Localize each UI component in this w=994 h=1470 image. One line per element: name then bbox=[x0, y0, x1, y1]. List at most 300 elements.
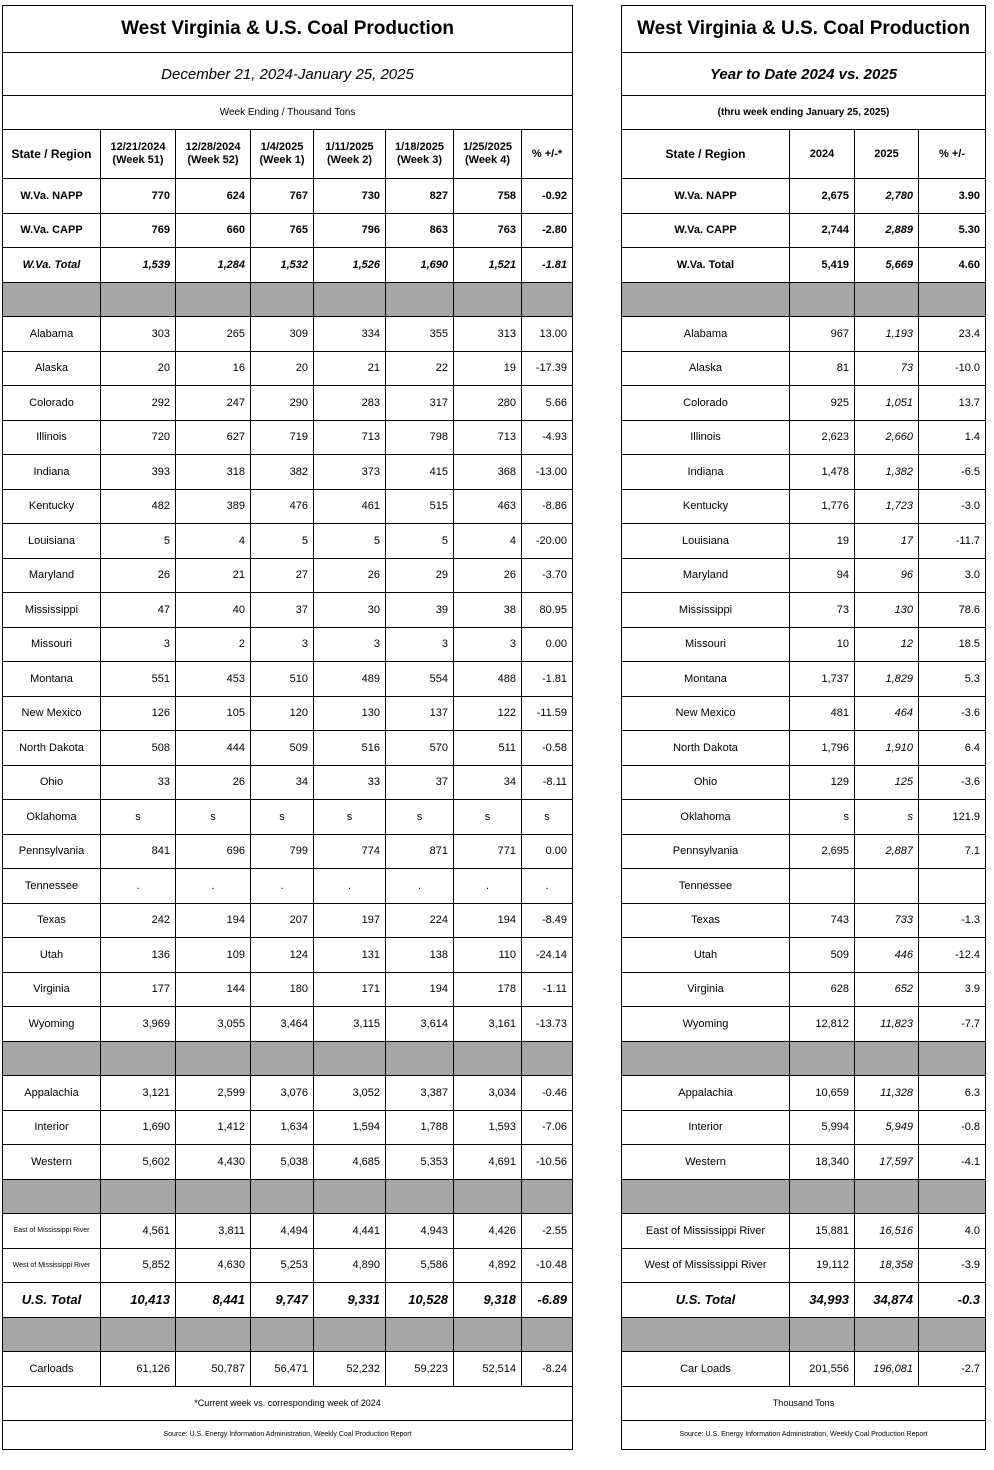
cell-value: 334 bbox=[314, 317, 386, 352]
cell-value: -7.7 bbox=[919, 1007, 986, 1042]
cell-value: -13.00 bbox=[522, 455, 573, 490]
cell-value: s bbox=[790, 800, 855, 835]
cell-value: 481 bbox=[790, 696, 855, 731]
cell-value bbox=[790, 869, 855, 904]
cell-value: 110 bbox=[454, 938, 522, 973]
cell-value: 4 bbox=[454, 524, 522, 559]
cell-value: 5,419 bbox=[790, 248, 855, 283]
cell-value: 309 bbox=[251, 317, 314, 352]
cell-value: 34 bbox=[454, 765, 522, 800]
cell-value: -3.6 bbox=[919, 765, 986, 800]
cell-value: 624 bbox=[176, 179, 251, 214]
cell-value: 554 bbox=[386, 662, 454, 697]
table-row bbox=[3, 972, 573, 1007]
table-row bbox=[3, 420, 573, 455]
table-row bbox=[622, 420, 986, 455]
cell-value: 52,514 bbox=[454, 1352, 522, 1387]
cell-value: 767 bbox=[251, 179, 314, 214]
cell-value: 17,597 bbox=[855, 1145, 919, 1180]
row-label: Pennsylvania bbox=[622, 834, 790, 869]
cell-value: 6.3 bbox=[919, 1076, 986, 1111]
cell-value: 511 bbox=[454, 731, 522, 766]
cell-value: 3,614 bbox=[386, 1007, 454, 1042]
cell-value: 515 bbox=[386, 489, 454, 524]
cell-value: 799 bbox=[251, 834, 314, 869]
cell-value: 1,910 bbox=[855, 731, 919, 766]
table-row bbox=[3, 1007, 573, 1042]
cell-value: 1,526 bbox=[314, 248, 386, 283]
cell-value: 482 bbox=[101, 489, 176, 524]
cell-value: 967 bbox=[790, 317, 855, 352]
cell-value: 136 bbox=[101, 938, 176, 973]
cell-value: 3,076 bbox=[251, 1076, 314, 1111]
cell-value: 509 bbox=[251, 731, 314, 766]
cell-value: 415 bbox=[386, 455, 454, 490]
column-header: 1/4/2025 (Week 1) bbox=[251, 130, 314, 179]
cell-value: -4.93 bbox=[522, 420, 573, 455]
cell-value: 3 bbox=[251, 627, 314, 662]
cell-value: 4,892 bbox=[454, 1248, 522, 1283]
row-label: Interior bbox=[622, 1110, 790, 1145]
table-row bbox=[622, 1145, 986, 1180]
cell-value: 283 bbox=[314, 386, 386, 421]
row-label: Alaska bbox=[3, 351, 101, 386]
cell-value: 3,969 bbox=[101, 1007, 176, 1042]
cell-value: 758 bbox=[454, 179, 522, 214]
row-label: East of Mississippi River bbox=[3, 1214, 101, 1249]
cell-value: -4.1 bbox=[919, 1145, 986, 1180]
ytd-period-note: (thru week ending January 25, 2025) bbox=[622, 96, 986, 130]
cell-value: 2,675 bbox=[790, 179, 855, 214]
table-row bbox=[3, 765, 573, 800]
cell-value: 61,126 bbox=[101, 1352, 176, 1387]
ytd-table-title: West Virginia & U.S. Coal Production bbox=[622, 6, 986, 53]
table-row bbox=[3, 386, 573, 421]
row-label: Virginia bbox=[622, 972, 790, 1007]
table-row bbox=[3, 938, 573, 973]
cell-value: 2,887 bbox=[855, 834, 919, 869]
row-label: Montana bbox=[3, 662, 101, 697]
cell-value: 4,441 bbox=[314, 1214, 386, 1249]
cell-value: -0.46 bbox=[522, 1076, 573, 1111]
table-row bbox=[622, 455, 986, 490]
cell-value: 730 bbox=[314, 179, 386, 214]
row-label: Western bbox=[622, 1145, 790, 1180]
cell-value: 3.9 bbox=[919, 972, 986, 1007]
cell-value: -8.24 bbox=[522, 1352, 573, 1387]
table-row bbox=[3, 834, 573, 869]
cell-value: 6.4 bbox=[919, 731, 986, 766]
cell-value: 763 bbox=[454, 213, 522, 248]
cell-value: 22 bbox=[386, 351, 454, 386]
cell-value: 4,890 bbox=[314, 1248, 386, 1283]
cell-value: 224 bbox=[386, 903, 454, 938]
table-row bbox=[3, 455, 573, 490]
cell-value: 355 bbox=[386, 317, 454, 352]
row-label: Louisiana bbox=[3, 524, 101, 559]
cell-value: 1,690 bbox=[101, 1110, 176, 1145]
cell-value: 4,630 bbox=[176, 1248, 251, 1283]
cell-value: 125 bbox=[855, 765, 919, 800]
row-label: W.Va. CAPP bbox=[622, 213, 790, 248]
cell-value: 12,812 bbox=[790, 1007, 855, 1042]
table-row bbox=[622, 765, 986, 800]
cell-value: 713 bbox=[314, 420, 386, 455]
cell-value: 1,723 bbox=[855, 489, 919, 524]
row-label: Oklahoma bbox=[3, 800, 101, 835]
cell-value: 4,426 bbox=[454, 1214, 522, 1249]
table-row bbox=[3, 731, 573, 766]
table-row bbox=[3, 179, 573, 214]
row-label: W.Va. Total bbox=[622, 248, 790, 283]
cell-value: 5,994 bbox=[790, 1110, 855, 1145]
row-label: Illinois bbox=[3, 420, 101, 455]
cell-value: 5,586 bbox=[386, 1248, 454, 1283]
cell-value: . bbox=[176, 869, 251, 904]
cell-value: 247 bbox=[176, 386, 251, 421]
cell-value: 1,412 bbox=[176, 1110, 251, 1145]
ytd-source: Source: U.S. Energy Information Administration, Weekly Coal Production Report bbox=[622, 1420, 986, 1449]
cell-value: 5,038 bbox=[251, 1145, 314, 1180]
table-row bbox=[622, 1110, 986, 1145]
cell-value: 120 bbox=[251, 696, 314, 731]
cell-value: 9,318 bbox=[454, 1283, 522, 1318]
cell-value: 94 bbox=[790, 558, 855, 593]
table-row bbox=[622, 248, 986, 283]
cell-value: 1,594 bbox=[314, 1110, 386, 1145]
separator-row bbox=[622, 282, 986, 317]
us-total-row bbox=[3, 1283, 573, 1318]
row-label: Mississippi bbox=[622, 593, 790, 628]
cell-value: 73 bbox=[790, 593, 855, 628]
cell-value: 1,788 bbox=[386, 1110, 454, 1145]
cell-value: 373 bbox=[314, 455, 386, 490]
cell-value: . bbox=[522, 869, 573, 904]
cell-value: 18,358 bbox=[855, 1248, 919, 1283]
row-label: Ohio bbox=[622, 765, 790, 800]
cell-value: 444 bbox=[176, 731, 251, 766]
cell-value: 0.00 bbox=[522, 834, 573, 869]
column-header: State / Region bbox=[622, 130, 790, 179]
cell-value: 5,669 bbox=[855, 248, 919, 283]
weekly-date-range: December 21, 2024-January 25, 2025 bbox=[3, 53, 573, 96]
row-label: Kentucky bbox=[3, 489, 101, 524]
column-header: 2024 bbox=[790, 130, 855, 179]
column-header: State / Region bbox=[3, 130, 101, 179]
cell-value: 2,660 bbox=[855, 420, 919, 455]
cell-value: 1,521 bbox=[454, 248, 522, 283]
row-label: Montana bbox=[622, 662, 790, 697]
cell-value: 774 bbox=[314, 834, 386, 869]
row-label: Oklahoma bbox=[622, 800, 790, 835]
table-row bbox=[622, 1214, 986, 1249]
cell-value: 4,494 bbox=[251, 1214, 314, 1249]
cell-value: 476 bbox=[251, 489, 314, 524]
table-row bbox=[622, 869, 986, 904]
cell-value: -3.0 bbox=[919, 489, 986, 524]
cell-value: 178 bbox=[454, 972, 522, 1007]
cell-value: 464 bbox=[855, 696, 919, 731]
row-label: W.Va. NAPP bbox=[3, 179, 101, 214]
table-row bbox=[622, 972, 986, 1007]
cell-value: 11,823 bbox=[855, 1007, 919, 1042]
cell-value: -11.7 bbox=[919, 524, 986, 559]
cell-value: 207 bbox=[251, 903, 314, 938]
cell-value: 126 bbox=[101, 696, 176, 731]
row-label: Missouri bbox=[622, 627, 790, 662]
cell-value: 3,055 bbox=[176, 1007, 251, 1042]
cell-value: 130 bbox=[314, 696, 386, 731]
row-label: Alabama bbox=[3, 317, 101, 352]
cell-value: 33 bbox=[314, 765, 386, 800]
cell-value: 628 bbox=[790, 972, 855, 1007]
cell-value: 3,464 bbox=[251, 1007, 314, 1042]
cell-value: 796 bbox=[314, 213, 386, 248]
table-row bbox=[622, 662, 986, 697]
cell-value: 696 bbox=[176, 834, 251, 869]
cell-value: 4.60 bbox=[919, 248, 986, 283]
cell-value: 382 bbox=[251, 455, 314, 490]
table-row bbox=[622, 731, 986, 766]
table-row bbox=[622, 938, 986, 973]
cell-value: 38 bbox=[454, 593, 522, 628]
cell-value: 96 bbox=[855, 558, 919, 593]
column-header-row bbox=[3, 130, 573, 179]
cell-value: 827 bbox=[386, 179, 454, 214]
cell-value: 516 bbox=[314, 731, 386, 766]
cell-value: -6.5 bbox=[919, 455, 986, 490]
cell-value: 798 bbox=[386, 420, 454, 455]
table-row bbox=[3, 558, 573, 593]
row-label: Maryland bbox=[3, 558, 101, 593]
cell-value: 292 bbox=[101, 386, 176, 421]
cell-value: 2,744 bbox=[790, 213, 855, 248]
cell-value: 9,331 bbox=[314, 1283, 386, 1318]
cell-value: 627 bbox=[176, 420, 251, 455]
column-header: 1/11/2025 (Week 2) bbox=[314, 130, 386, 179]
cell-value: 10 bbox=[790, 627, 855, 662]
cell-value: s bbox=[101, 800, 176, 835]
cell-value: 177 bbox=[101, 972, 176, 1007]
cell-value: 5,602 bbox=[101, 1145, 176, 1180]
cell-value: -2.80 bbox=[522, 213, 573, 248]
cell-value: 2 bbox=[176, 627, 251, 662]
cell-value: 19,112 bbox=[790, 1248, 855, 1283]
row-label: Maryland bbox=[622, 558, 790, 593]
cell-value: 769 bbox=[101, 213, 176, 248]
table-row bbox=[622, 627, 986, 662]
cell-value: 5,253 bbox=[251, 1248, 314, 1283]
cell-value: 21 bbox=[176, 558, 251, 593]
cell-value: 652 bbox=[855, 972, 919, 1007]
cell-value: 317 bbox=[386, 386, 454, 421]
cell-value: 144 bbox=[176, 972, 251, 1007]
cell-value: -7.06 bbox=[522, 1110, 573, 1145]
cell-value: 863 bbox=[386, 213, 454, 248]
cell-value: 34 bbox=[251, 765, 314, 800]
cell-value: 5 bbox=[314, 524, 386, 559]
cell-value: 13.7 bbox=[919, 386, 986, 421]
table-row bbox=[3, 869, 573, 904]
cell-value: 50,787 bbox=[176, 1352, 251, 1387]
cell-value: 37 bbox=[386, 765, 454, 800]
table-row bbox=[3, 800, 573, 835]
cell-value: 1,737 bbox=[790, 662, 855, 697]
ytd-production-table bbox=[621, 5, 986, 1450]
cell-value: -0.58 bbox=[522, 731, 573, 766]
cell-value: s bbox=[386, 800, 454, 835]
cell-value: 453 bbox=[176, 662, 251, 697]
cell-value: -2.55 bbox=[522, 1214, 573, 1249]
cell-value: 13.00 bbox=[522, 317, 573, 352]
cell-value: . bbox=[314, 869, 386, 904]
cell-value: 124 bbox=[251, 938, 314, 973]
row-label: W.Va. NAPP bbox=[622, 179, 790, 214]
row-label: Tennessee bbox=[622, 869, 790, 904]
row-label: Indiana bbox=[3, 455, 101, 490]
cell-value: 446 bbox=[855, 938, 919, 973]
cell-value: 1,690 bbox=[386, 248, 454, 283]
cell-value: 1,051 bbox=[855, 386, 919, 421]
cell-value: 5.66 bbox=[522, 386, 573, 421]
row-label: Ohio bbox=[3, 765, 101, 800]
cell-value: -24.14 bbox=[522, 938, 573, 973]
cell-value: 290 bbox=[251, 386, 314, 421]
cell-value: 242 bbox=[101, 903, 176, 938]
table-row bbox=[3, 213, 573, 248]
cell-value: -8.86 bbox=[522, 489, 573, 524]
cell-value: 4,691 bbox=[454, 1145, 522, 1180]
row-label: Pennsylvania bbox=[3, 834, 101, 869]
cell-value: 5,353 bbox=[386, 1145, 454, 1180]
cell-value: 33 bbox=[101, 765, 176, 800]
cell-value: 40 bbox=[176, 593, 251, 628]
separator-row bbox=[3, 1041, 573, 1076]
cell-value: 5,949 bbox=[855, 1110, 919, 1145]
column-header: % +/- bbox=[919, 130, 986, 179]
cell-value: 3 bbox=[386, 627, 454, 662]
cell-value: 11,328 bbox=[855, 1076, 919, 1111]
cell-value: s bbox=[454, 800, 522, 835]
cell-value: 1,776 bbox=[790, 489, 855, 524]
cell-value: 719 bbox=[251, 420, 314, 455]
cell-value: 4,430 bbox=[176, 1145, 251, 1180]
cell-value bbox=[919, 869, 986, 904]
separator-row bbox=[622, 1317, 986, 1352]
separator-row bbox=[3, 1317, 573, 1352]
cell-value: -1.11 bbox=[522, 972, 573, 1007]
row-label: Indiana bbox=[622, 455, 790, 490]
cell-value: 7.1 bbox=[919, 834, 986, 869]
column-header: 1/25/2025 (Week 4) bbox=[454, 130, 522, 179]
cell-value: . bbox=[251, 869, 314, 904]
cell-value: . bbox=[386, 869, 454, 904]
table-row bbox=[3, 1214, 573, 1249]
ytd-footnote: Thousand Tons bbox=[622, 1386, 986, 1420]
cell-value: 37 bbox=[251, 593, 314, 628]
cell-value: s bbox=[176, 800, 251, 835]
cell-value: 56,471 bbox=[251, 1352, 314, 1387]
row-label: Utah bbox=[622, 938, 790, 973]
cell-value: 4 bbox=[176, 524, 251, 559]
row-label: Colorado bbox=[622, 386, 790, 421]
cell-value: 1,634 bbox=[251, 1110, 314, 1145]
cell-value: -3.9 bbox=[919, 1248, 986, 1283]
table-row bbox=[622, 903, 986, 938]
column-header: 12/28/2024 (Week 52) bbox=[176, 130, 251, 179]
table-row bbox=[3, 489, 573, 524]
cell-value: 318 bbox=[176, 455, 251, 490]
table-row bbox=[3, 1248, 573, 1283]
row-label: North Dakota bbox=[622, 731, 790, 766]
cell-value: 39 bbox=[386, 593, 454, 628]
table-row bbox=[622, 834, 986, 869]
separator-row bbox=[3, 1179, 573, 1214]
cell-value: 26 bbox=[314, 558, 386, 593]
cell-value: 765 bbox=[251, 213, 314, 248]
table-row bbox=[622, 489, 986, 524]
row-label: North Dakota bbox=[3, 731, 101, 766]
row-label: Alaska bbox=[622, 351, 790, 386]
row-label: West of Mississippi River bbox=[3, 1248, 101, 1283]
cell-value: 2,780 bbox=[855, 179, 919, 214]
table-row bbox=[3, 593, 573, 628]
table-row bbox=[3, 903, 573, 938]
cell-value: 47 bbox=[101, 593, 176, 628]
column-header: 12/21/2024 (Week 51) bbox=[101, 130, 176, 179]
cell-value: -11.59 bbox=[522, 696, 573, 731]
cell-value: 1,593 bbox=[454, 1110, 522, 1145]
cell-value: 20 bbox=[101, 351, 176, 386]
row-label: West of Mississippi River bbox=[622, 1248, 790, 1283]
row-label: New Mexico bbox=[622, 696, 790, 731]
cell-value: 30 bbox=[314, 593, 386, 628]
cell-value: 19 bbox=[790, 524, 855, 559]
row-label: Wyoming bbox=[622, 1007, 790, 1042]
cell-value: 80.95 bbox=[522, 593, 573, 628]
cell-value: 26 bbox=[101, 558, 176, 593]
cell-value: 3,387 bbox=[386, 1076, 454, 1111]
cell-value: 4,685 bbox=[314, 1145, 386, 1180]
cell-value: 5 bbox=[251, 524, 314, 559]
cell-value: 121.9 bbox=[919, 800, 986, 835]
cell-value: -3.6 bbox=[919, 696, 986, 731]
cell-value: 510 bbox=[251, 662, 314, 697]
cell-value: 733 bbox=[855, 903, 919, 938]
weekly-table-title: West Virginia & U.S. Coal Production bbox=[3, 6, 573, 53]
cell-value: 27 bbox=[251, 558, 314, 593]
row-label: Louisiana bbox=[622, 524, 790, 559]
cell-value: -10.48 bbox=[522, 1248, 573, 1283]
cell-value: 1,284 bbox=[176, 248, 251, 283]
row-label: Car Loads bbox=[622, 1352, 790, 1387]
cell-value bbox=[855, 869, 919, 904]
cell-value: -6.89 bbox=[522, 1283, 573, 1318]
cell-value: 2,695 bbox=[790, 834, 855, 869]
cell-value: 508 bbox=[101, 731, 176, 766]
cell-value: 34,993 bbox=[790, 1283, 855, 1318]
cell-value: 19 bbox=[454, 351, 522, 386]
cell-value: -12.4 bbox=[919, 938, 986, 973]
cell-value: 105 bbox=[176, 696, 251, 731]
cell-value: 488 bbox=[454, 662, 522, 697]
cell-value: 551 bbox=[101, 662, 176, 697]
cell-value: 2,623 bbox=[790, 420, 855, 455]
table-row bbox=[622, 524, 986, 559]
table-row bbox=[3, 1076, 573, 1111]
table-row bbox=[3, 662, 573, 697]
cell-value: 660 bbox=[176, 213, 251, 248]
